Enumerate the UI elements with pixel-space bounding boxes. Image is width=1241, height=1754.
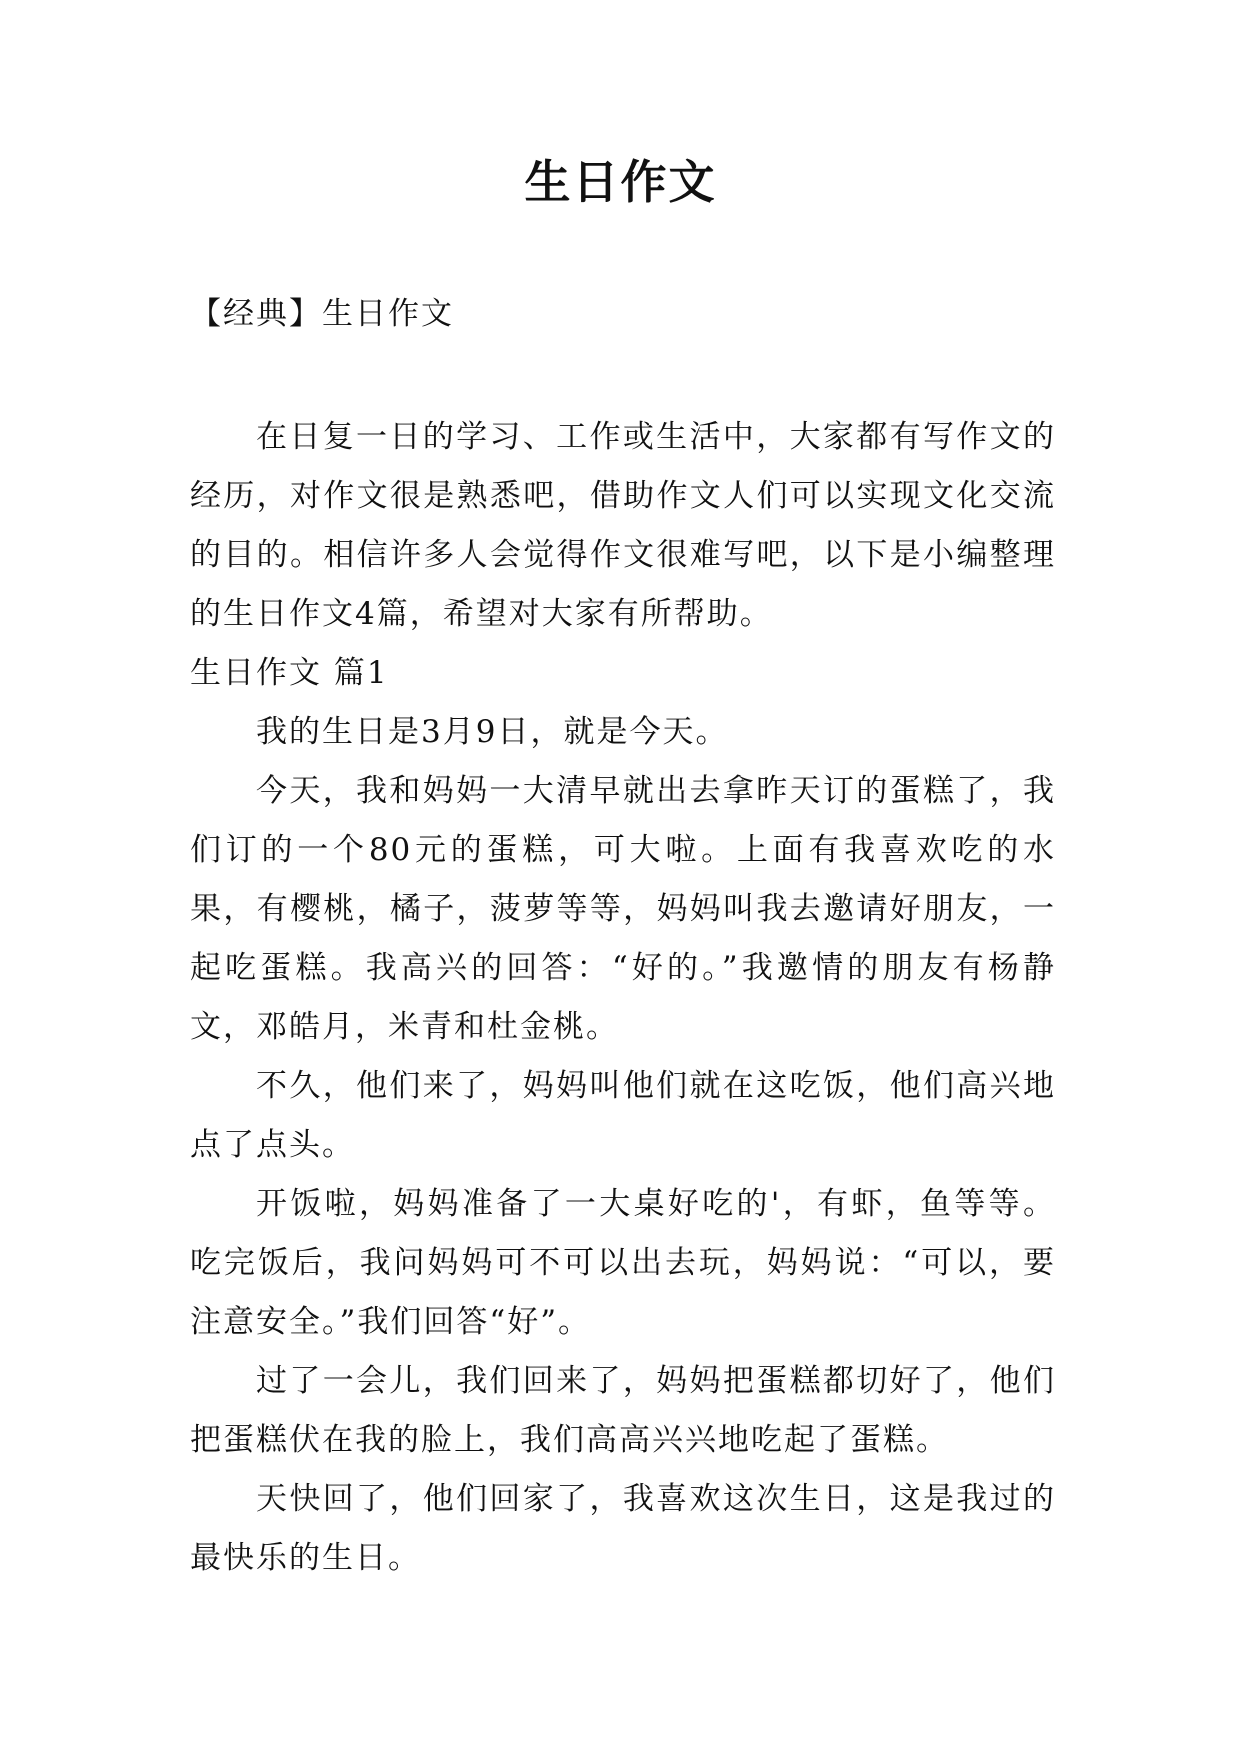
document-body xyxy=(190,408,1056,1588)
body-paragraph: 天快回了，他们回家了，我喜欢这次生日，这是我过的最快乐的生日。 xyxy=(190,1481,1056,1576)
body-paragraph: 过了一会儿，我们回来了，妈妈把蛋糕都切好了，他们把蛋糕伏在我的脸上，我们高高兴兴地吃起了蛋糕。 xyxy=(190,1363,1056,1458)
document-subtitle: 【经典】生日作文 xyxy=(190,296,454,332)
body-paragraph: 我的生日是3月9日，就是今天。 xyxy=(256,714,729,750)
intro-paragraph: 在日复一日的学习、工作或生活中，大家都有写作文的经历，对作文很是熟悉吧，借助作文人们可以实现文化交流的目的。相信许多人会觉得作文很难写吧，以下是小编整理的生日作文4篇，希望对大家有所帮助。 xyxy=(190,419,1056,632)
body-paragraph: 今天，我和妈妈一大清早就出去拿昨天订的蛋糕了，我们订的一个80元的蛋糕，可大啦。上面有我喜欢吃的水果，有樱桃，橘子，菠萝等等，妈妈叫我去邀请好朋友，一起吃蛋糕。我高兴的回答：“好的。”我邀情的朋友有杨静文，邓皓月，米青和杜金桃。 xyxy=(190,773,1056,1045)
section-heading: 生日作文 篇1 xyxy=(190,655,389,691)
body-paragraph: 开饭啦，妈妈准备了一大桌好吃的'，有虾，鱼等等。吃完饭后，我问妈妈可不可以出去玩，妈妈说：“可以，要注意安全。”我们回答“好”。 xyxy=(190,1186,1056,1340)
body-paragraph: 不久，他们来了，妈妈叫他们就在这吃饭，他们高兴地点了点头。 xyxy=(190,1068,1056,1163)
page-title: 生日作文 xyxy=(524,155,717,209)
